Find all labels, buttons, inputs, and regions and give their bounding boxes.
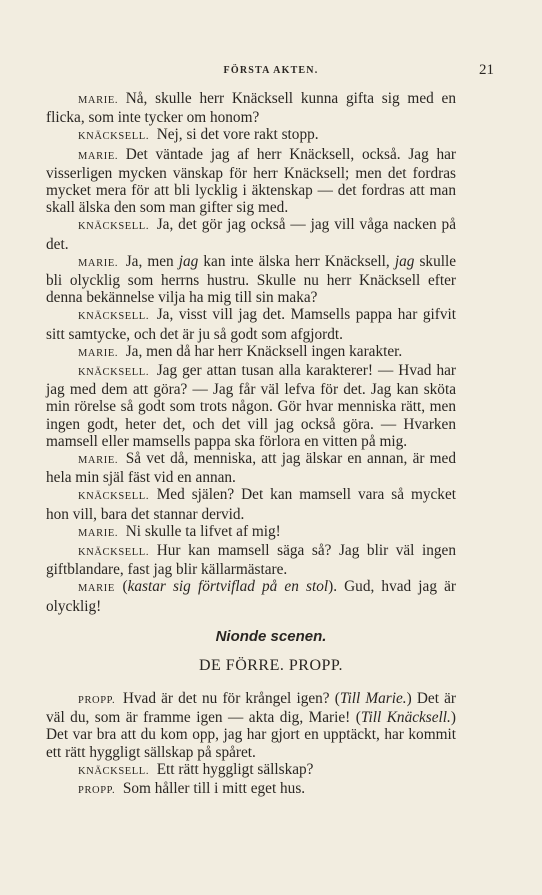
speaker-name: KNÄCKSELL. [78, 367, 150, 379]
dialogue-paragraph [46, 126, 456, 145]
dialogue-text: Med själen? Det kan mamsell vara så mycket hon vill, bara det stannar dervid. [46, 486, 456, 523]
dialogue-text: skulle bli olycklig som herrns hustru. Skulle nu herr Knäcksell efter denna bekännelse vilja ha mig till sin maka? [46, 252, 457, 307]
speaker-name: MARIE. [78, 150, 119, 162]
dialogue-text: ) Det var bra att du kom opp, jag har gjort en upptäckt, har kommit ett rätt hyggligt sällskap på spåret. [46, 709, 456, 761]
dialogue-paragraph [46, 362, 456, 450]
dialogue-text: Ja, visst vill jag det. Mamsells pappa har gifvit sitt samtycke, och det är ju så godt som afgjordt. [46, 306, 456, 343]
dialogue-text: ). Gud, hvad jag är olycklig! [46, 578, 456, 615]
dialogue-paragraph [46, 306, 456, 342]
dialogue-text: Ja, men då har herr Knäcksell ingen karakter. [125, 342, 403, 360]
dialogue-block-2 [46, 690, 456, 799]
speaker-name: KNÄCKSELL. [78, 131, 150, 143]
speaker-name: KNÄCKSELL. [78, 491, 150, 503]
scene-cast-line: DE FÖRRE. PROPP. [198, 657, 344, 674]
dialogue-text: Ett rätt hyggligt sällskap? [156, 760, 314, 778]
speaker-name: MARIE. [78, 257, 119, 269]
dialogue-paragraph [46, 486, 456, 522]
speaker-name: MARIE. [78, 347, 119, 359]
dialogue-paragraph [46, 523, 456, 542]
stage-direction: jag [394, 252, 415, 270]
dialogue-text: kan inte älska herr Knäcksell, [198, 252, 395, 270]
scene-heading: Nionde scenen. [215, 628, 327, 645]
dialogue-text: Det väntade jag af herr Knäcksell, också. Jag har visserligen mycken vänskap för herr Knäcksell; men det fordras mycket mera för att bli lycklig i äktenskap — det fordras att man skall älska den som man gifter sig med. [46, 145, 456, 217]
dialogue-paragraph [46, 90, 456, 126]
speaker-name: PROPP. [78, 695, 116, 706]
page-number: 21 [479, 62, 494, 78]
dialogue-text: Hur kan mamsell säga så? Jag blir väl ingen giftblandare, fast jag blir källarmästare. [46, 542, 456, 579]
speaker-name: KNÄCKSELL. [78, 765, 150, 777]
speaker-name: MARIE [78, 583, 115, 595]
dialogue-paragraph [46, 761, 456, 780]
dialogue-text: ( [122, 578, 128, 596]
running-title: FÖRSTA AKTEN. [223, 65, 319, 76]
stage-direction: Till Marie. [339, 690, 407, 707]
speaker-name: MARIE. [78, 95, 119, 106]
dialogue-text: Jag ger attan tusan alla karakterer! — Hvad har jag med dem att göra? — Jag får väl lefva för det. Jag kan sköta min rörelse så godt som trots någon. Gör hvar menniska rätt, men ingen godt, heter det, och det vill jag också göra. — Hvarken mamsell eller mamsells pappa ska förlora en vitten på mig. [46, 362, 456, 450]
running-head [46, 62, 496, 80]
dialogue-text: Nå, skulle herr Knäcksell kunna gifta sig med en flicka, som inte tycker om honom? [46, 90, 456, 127]
dialogue-paragraph [46, 146, 456, 217]
dialogue-paragraph [46, 690, 456, 761]
dialogue-paragraph [46, 216, 456, 252]
dialogue-text: Som håller till i mitt eget hus. [122, 780, 306, 798]
dialogue-paragraph [46, 343, 456, 362]
stage-direction: kastar sig förtviflad på en stol [127, 578, 329, 596]
dialogue-paragraph [46, 450, 456, 486]
dialogue-text: Hvad är det nu för krångel igen? ( [122, 690, 340, 707]
dialogue-text: Ja, det gör jag också — jag vill våga nacken på det. [46, 216, 456, 253]
speaker-name: MARIE. [78, 455, 119, 467]
dialogue-text: Ja, men [125, 252, 179, 270]
dialogue-paragraph [46, 253, 456, 307]
speaker-name: KNÄCKSELL. [78, 221, 150, 233]
dialogue-paragraph [46, 578, 456, 614]
dialogue-paragraph [46, 542, 456, 578]
dialogue-text: ) Det är väl du, som är framme igen — akta dig, Marie! ( [46, 690, 456, 727]
speaker-name: KNÄCKSELL. [78, 311, 150, 323]
speaker-name: PROPP. [78, 785, 116, 797]
speaker-name: KNÄCKSELL. [78, 547, 150, 559]
speaker-name: MARIE. [78, 527, 119, 539]
dialogue-text: Nej, si det vore rakt stopp. [156, 126, 319, 144]
stage-direction: Till Knäcksell. [360, 709, 451, 727]
dialogue-paragraph [46, 780, 456, 799]
dialogue-block-1 [46, 90, 456, 615]
dialogue-text: Ni skulle ta lifvet af mig! [125, 522, 281, 540]
dialogue-text: Så vet då, menniska, att jag älskar en annan, är med hela min själ fäst vid en annan. [46, 450, 456, 487]
stage-direction: jag [178, 252, 199, 270]
